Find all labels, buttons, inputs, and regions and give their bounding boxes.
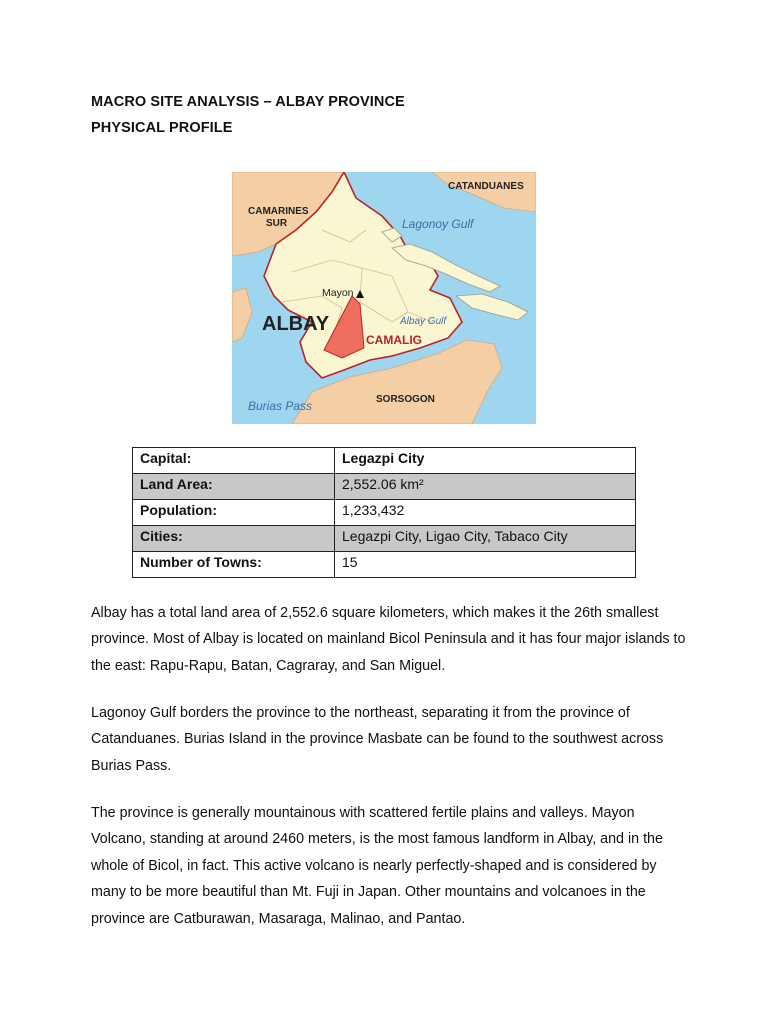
table-row: [133, 526, 636, 552]
table-row: [133, 552, 636, 578]
albay-location-map: [232, 172, 536, 424]
table-row: [133, 500, 636, 526]
label-mayon: Mayon: [322, 287, 354, 299]
label-albay-gulf: Albay Gulf: [400, 316, 447, 327]
row-value: 1,233,432: [335, 500, 636, 526]
row-key: Population:: [133, 500, 335, 526]
label-sorsogon: SORSOGON: [376, 394, 435, 405]
label-burias-pass: Burias Pass: [248, 399, 313, 413]
label-camarines: CAMARINES: [248, 206, 309, 217]
label-lagonoy-gulf: Lagonoy Gulf: [402, 217, 474, 231]
row-value: 15: [335, 552, 636, 578]
row-key: Capital:: [133, 448, 335, 474]
row-key: Number of Towns:: [133, 552, 335, 578]
label-catanduanes: CATANDUANES: [448, 181, 524, 192]
section-heading: PHYSICAL PROFILE: [91, 120, 233, 136]
map-svg: [232, 172, 536, 424]
label-albay: ALBAY: [262, 313, 330, 335]
document-title: MACRO SITE ANALYSIS – ALBAY PROVINCE: [91, 94, 405, 110]
row-key: Land Area:: [133, 474, 335, 500]
body-paragraph-terrain: The province is generally mountainous with scattered fertile plains and valleys. Mayon Volcano, standing at around 2460 meters, is the most famous landform in Albay, and in the whole of Bicol, in fact. This active volcano is nearly perfectly-shaped and is considered by many to be more beautiful than Mt. Fuji in Japan. Other mountains and volcanoes in the province are Catburawan, Masaraga, Malinao, and Pantao.: [91, 805, 663, 927]
body-paragraph-land-area: Albay has a total land area of 2,552.6 square kilometers, which makes it the 26th smallest province. Most of Albay is located on mainland Bicol Peninsula and it has four major islands to the east: Rapu-Rapu, Batan, Cagraray, and San Miguel.: [91, 605, 686, 674]
table-row: [133, 448, 636, 474]
province-profile-table: [132, 447, 636, 578]
row-value: Legazpi City, Ligao City, Tabaco City: [335, 526, 636, 552]
row-value: Legazpi City: [335, 448, 636, 474]
row-key: Cities:: [133, 526, 335, 552]
label-sur: SUR: [266, 218, 288, 229]
label-camalig: CAMALIG: [366, 333, 422, 347]
row-value: 2,552.06 km²: [335, 474, 636, 500]
body-paragraph-borders: Lagonoy Gulf borders the province to the northeast, separating it from the province of Catanduanes. Burias Island in the province Masbate can be found to the southwest across Burias Pass.: [91, 705, 664, 774]
table-row: [133, 474, 636, 500]
